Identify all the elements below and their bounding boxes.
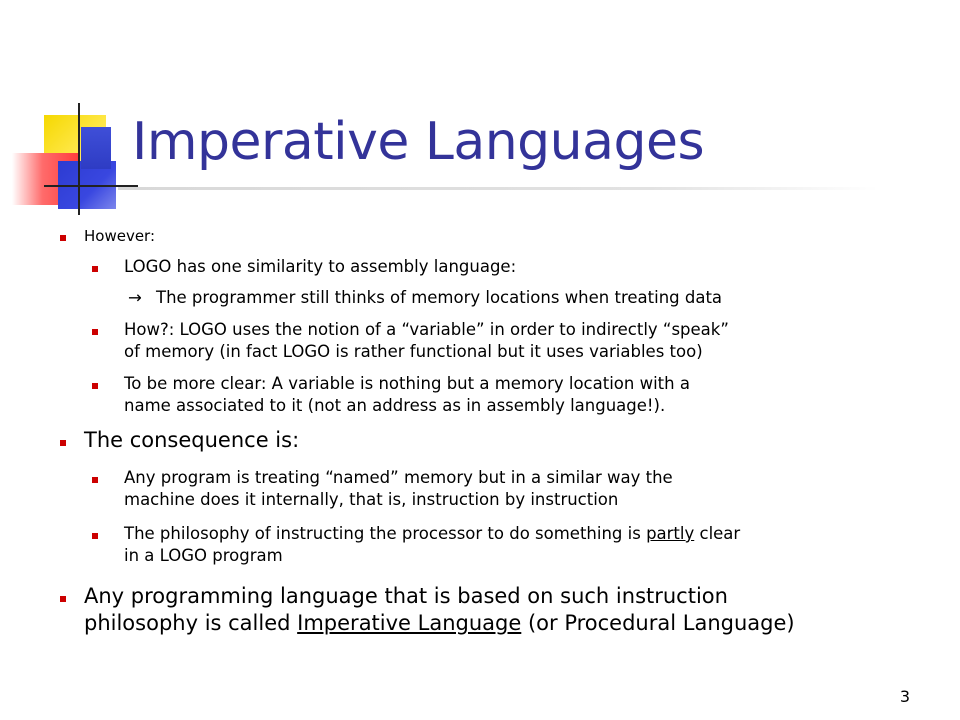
logo-blue-top-square: [81, 127, 111, 169]
overlapping-squares-logo-icon: [0, 95, 140, 225]
bullet-marker: [60, 440, 66, 446]
bullet-text-line2: machine does it internally, that is, instruction by instruction: [124, 490, 619, 509]
bullet-text-line1: Any program is treating “named” memory but in a similar way the: [124, 468, 673, 487]
text-segment: philosophy is called: [84, 611, 298, 635]
bullet-text-line1: How?: LOGO uses the notion of a “variable” in order to indirectly “speak”: [124, 320, 729, 339]
bullet-text: LOGO has one similarity to assembly language:: [124, 257, 517, 276]
underlined-term-imperative-language: Imperative Language: [297, 611, 522, 635]
bullet-text: The consequence is:: [84, 428, 300, 452]
page-number: 3: [899, 687, 910, 706]
title-underline-rule: [118, 187, 878, 190]
text-segment: The philosophy of instructing the processor to do something is: [124, 524, 647, 543]
bullet-marker: [92, 533, 98, 539]
text-segment: clear: [694, 524, 741, 543]
slide-title: Imperative Languages: [132, 112, 705, 172]
bullet-text-line2: in a LOGO program: [124, 546, 283, 565]
right-arrow-icon: →: [128, 288, 142, 307]
bullet-marker: [92, 383, 98, 389]
bullet-text-line1: Any programming language that is based on such instruction: [84, 584, 728, 608]
bullet-text-line1: [124, 524, 740, 543]
logo-vertical-line: [78, 103, 80, 215]
bullet-continuation-text: The programmer still thinks of memory locations when treating data: [156, 288, 723, 307]
bullet-marker: [92, 266, 98, 272]
bullet-marker: [60, 235, 66, 241]
underlined-word-partly: partly: [646, 524, 695, 543]
bullet-text-line2: of memory (in fact LOGO is rather functional but it uses variables too): [124, 342, 703, 361]
bullet-marker: [92, 329, 98, 335]
bullet-text-line1: To be more clear: A variable is nothing but a memory location with a: [124, 374, 690, 393]
bullet-text-line2: [84, 611, 795, 635]
bullet-text: However:: [84, 227, 156, 245]
bullet-text-line2: name associated to it (not an address as in assembly language!).: [124, 396, 666, 415]
text-segment: (or Procedural Language): [521, 611, 795, 635]
bullet-marker: [92, 477, 98, 483]
bullet-marker: [60, 596, 66, 602]
